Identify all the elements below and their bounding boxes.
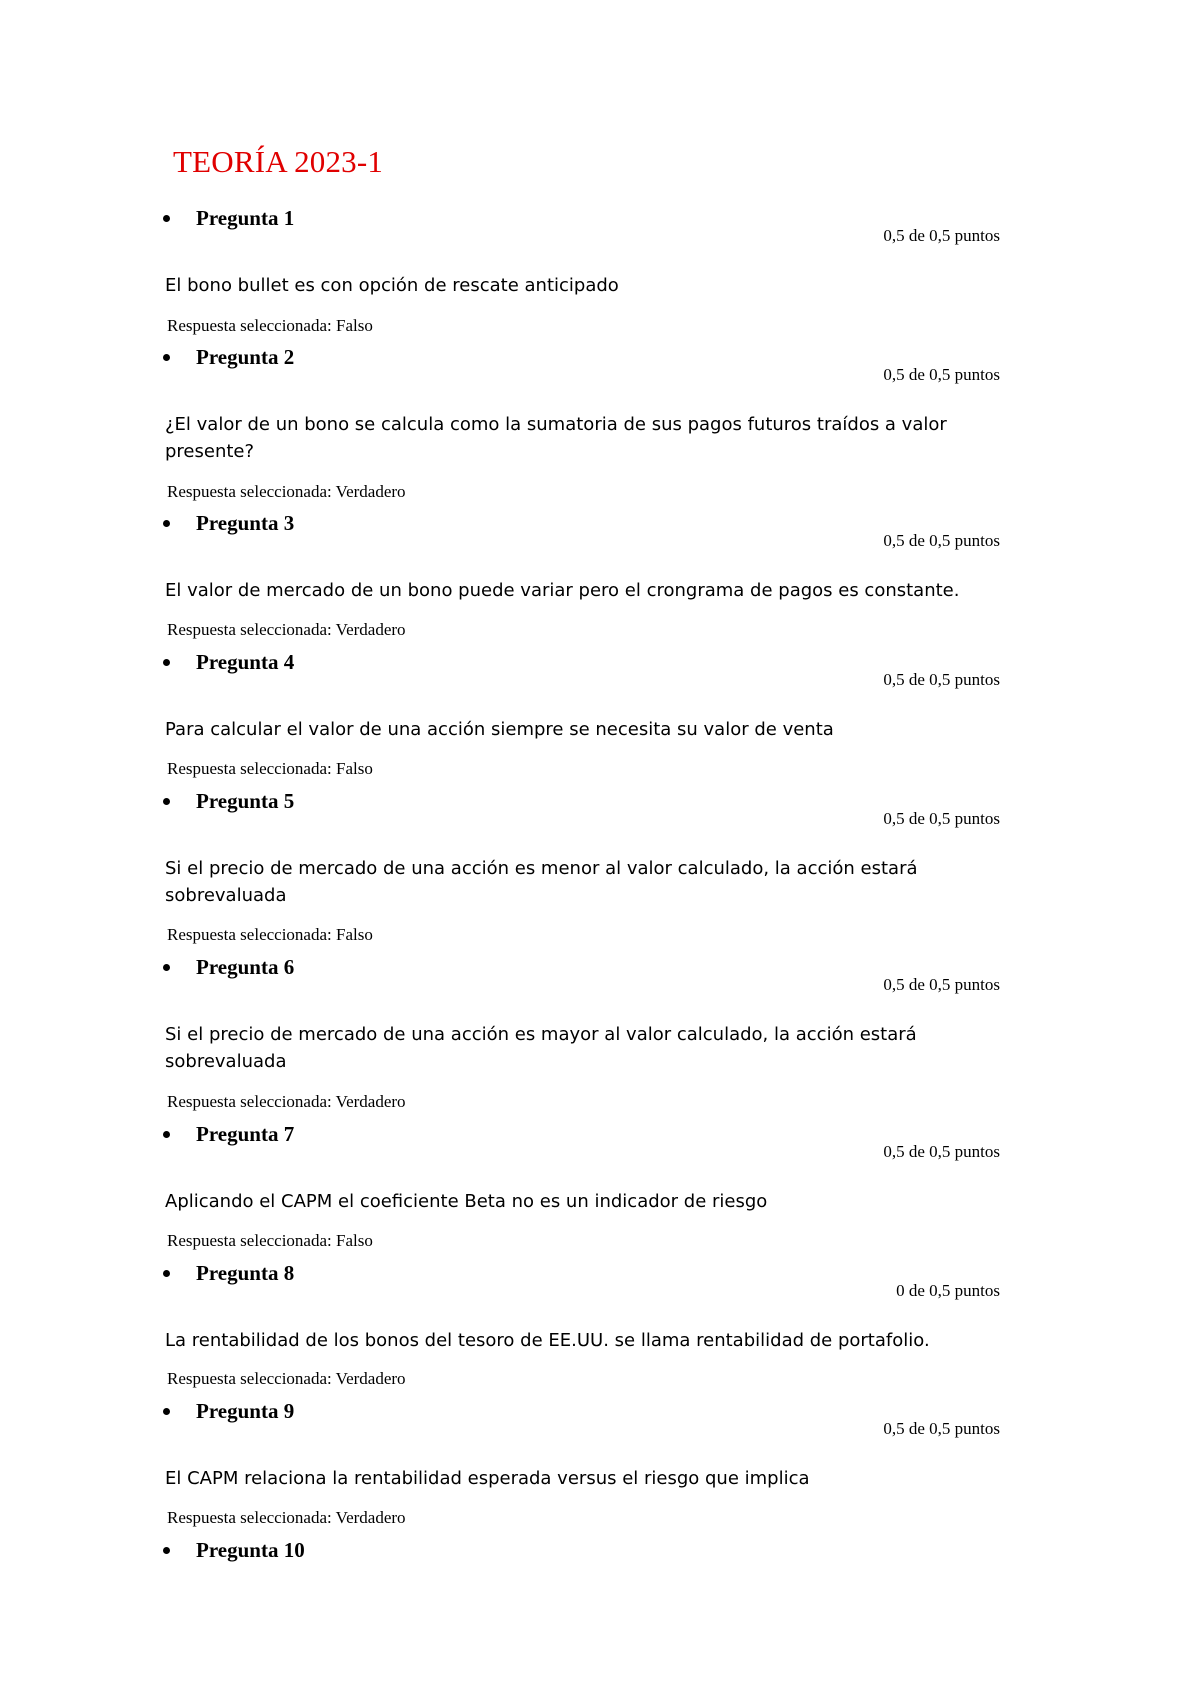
selected-answer: Respuesta seleccionada: Verdadero <box>167 1369 406 1388</box>
bullet-icon <box>163 798 170 805</box>
selected-answer: Respuesta seleccionada: Falso <box>167 1231 373 1250</box>
question-heading <box>163 204 294 232</box>
question-text: Para calcular el valor de una acción siempre se necesita su valor de venta <box>165 719 834 740</box>
question-text: El bono bullet es con opción de rescate anticipado <box>165 275 619 296</box>
bullet-icon <box>163 1547 170 1554</box>
question-text: La rentabilidad de los bonos del tesoro de EE.UU. se llama rentabilidad de portafolio. <box>165 1330 930 1351</box>
bullet-icon <box>163 1408 170 1415</box>
question-heading <box>163 343 294 371</box>
question-score: 0 de 0,5 puntos <box>896 1281 1000 1300</box>
question-score: 0,5 de 0,5 puntos <box>883 975 1000 994</box>
selected-answer: Respuesta seleccionada: Falso <box>167 316 373 335</box>
question-text: El CAPM relaciona la rentabilidad esperada versus el riesgo que implica <box>165 1468 810 1489</box>
question-label: Pregunta 1 <box>196 205 295 230</box>
question-label: Pregunta 6 <box>196 954 295 979</box>
question-heading <box>163 787 294 815</box>
question-heading <box>163 1536 305 1564</box>
bullet-icon <box>163 354 170 361</box>
bullet-icon <box>163 215 170 222</box>
question-score: 0,5 de 0,5 puntos <box>883 531 1000 550</box>
question-heading <box>163 1259 294 1287</box>
question-text: Si el precio de mercado de una acción es mayor al valor calculado, la acción estará sobrevaluada <box>165 1024 917 1072</box>
question-label: Pregunta 9 <box>196 1398 295 1423</box>
selected-answer: Respuesta seleccionada: Falso <box>167 925 373 944</box>
question-heading <box>163 648 294 676</box>
question-text: Aplicando el CAPM el coeficiente Beta no es un indicador de riesgo <box>165 1191 768 1212</box>
question-text: Si el precio de mercado de una acción es menor al valor calculado, la acción estará sobrevaluada <box>165 858 918 906</box>
question-score: 0,5 de 0,5 puntos <box>883 670 1000 689</box>
document-title: TEORÍA 2023-1 <box>173 144 384 179</box>
question-label: Pregunta 8 <box>196 1260 295 1285</box>
selected-answer: Respuesta seleccionada: Verdadero <box>167 620 406 639</box>
bullet-icon <box>163 520 170 527</box>
question-text: El valor de mercado de un bono puede variar pero el crongrama de pagos es constante. <box>165 580 960 601</box>
question-label: Pregunta 4 <box>196 649 295 674</box>
question-text: ¿El valor de un bono se calcula como la sumatoria de sus pagos futuros traídos a valor presente? <box>165 414 947 462</box>
selected-answer: Respuesta seleccionada: Verdadero <box>167 482 406 501</box>
question-label: Pregunta 10 <box>196 1537 305 1562</box>
question-label: Pregunta 3 <box>196 510 295 535</box>
selected-answer: Respuesta seleccionada: Verdadero <box>167 1508 406 1527</box>
question-label: Pregunta 2 <box>196 344 295 369</box>
question-heading <box>163 509 294 537</box>
question-score: 0,5 de 0,5 puntos <box>883 1142 1000 1161</box>
bullet-icon <box>163 1131 170 1138</box>
question-score: 0,5 de 0,5 puntos <box>883 809 1000 828</box>
bullet-icon <box>163 964 170 971</box>
selected-answer: Respuesta seleccionada: Verdadero <box>167 1092 406 1111</box>
bullet-icon <box>163 1270 170 1277</box>
question-label: Pregunta 5 <box>196 788 295 813</box>
question-score: 0,5 de 0,5 puntos <box>883 1419 1000 1438</box>
question-heading <box>163 1397 294 1425</box>
question-score: 0,5 de 0,5 puntos <box>883 226 1000 245</box>
question-heading <box>163 1120 294 1148</box>
selected-answer: Respuesta seleccionada: Falso <box>167 759 373 778</box>
question-heading <box>163 953 294 981</box>
bullet-icon <box>163 659 170 666</box>
question-score: 0,5 de 0,5 puntos <box>883 365 1000 384</box>
question-label: Pregunta 7 <box>196 1121 295 1146</box>
